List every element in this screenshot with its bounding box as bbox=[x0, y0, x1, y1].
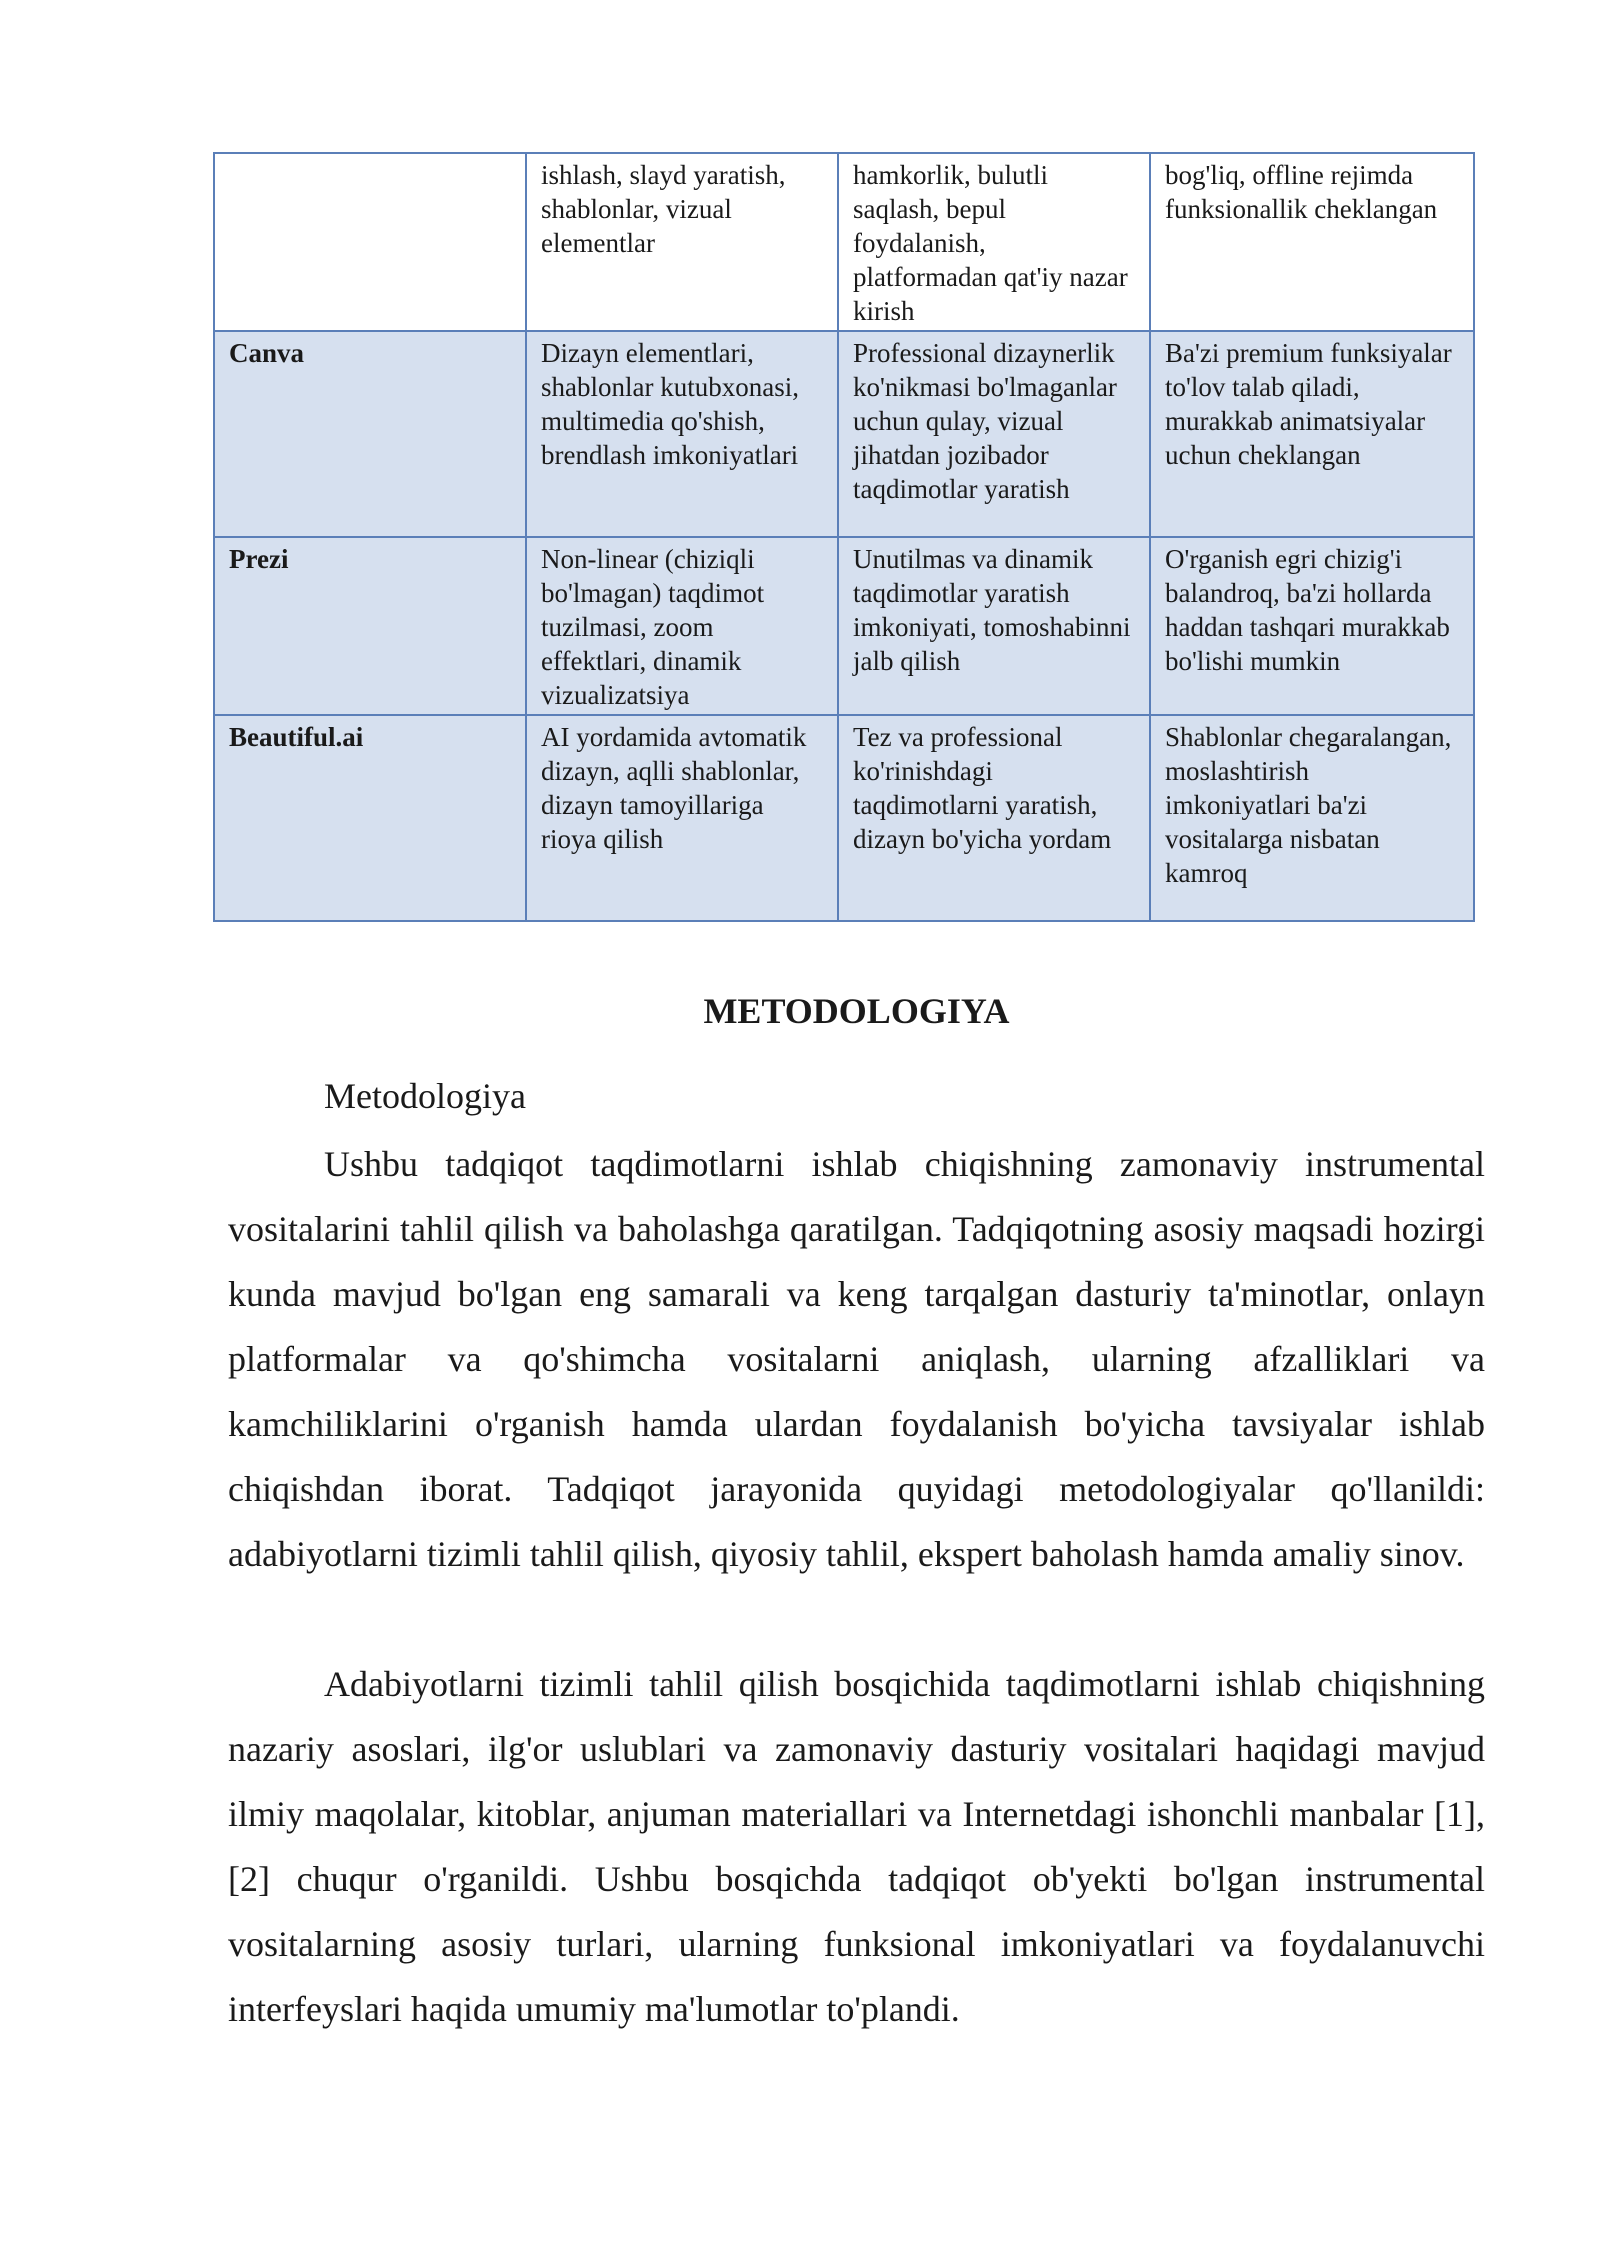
features-cell: Dizayn elementlari, shablonlar kutubxonasi, multimedia qo'shish, brendlash imkoniyatlari bbox=[526, 331, 838, 537]
disadvantages-cell: Shablonlar chegaralangan, moslashtirish imkoniyatlari ba'zi vositalarga nisbatan kamroq bbox=[1150, 715, 1474, 921]
advantages-cell: Tez va professional ko'rinishdagi taqdimotlarni yaratish, dizayn bo'yicha yordam bbox=[838, 715, 1150, 921]
tool-name-cell: Canva bbox=[214, 331, 526, 537]
table-row bbox=[214, 331, 1474, 537]
advantages-cell: Professional dizaynerlik ko'nikmasi bo'lmaganlar uchun qulay, vizual jihatdan jozibador taqdimotlar yaratish bbox=[838, 331, 1150, 537]
table-row bbox=[214, 153, 1474, 331]
comparison-table-container bbox=[213, 152, 1473, 922]
features-cell: AI yordamida avtomatik dizayn, aqlli shablonlar, dizayn tamoyillariga rioya qilish bbox=[526, 715, 838, 921]
body-paragraph: Adabiyotlarni tizimli tahlil qilish bosqichida taqdimotlarni ishlab chiqishning nazariy asoslari, ilg'or uslublari va zamonaviy dasturiy vositalari haqidagi mavjud ilmiy maqolalar, kitoblar, anjuman materiallari va Internetdagi ishonchli manbalar [1], [2] chuqur o'rganildi. Ushbu bosqichda tadqiqot ob'yekti bo'lgan instrumental vositalarning asosiy turlari, ularning funksional imkoniyatlari va foydalanuvchi interfeyslari haqida umumiy ma'lumotlar to'plandi. bbox=[228, 1664, 1485, 2029]
disadvantages-cell: Ba'zi premium funksiyalar to'lov talab qiladi, murakkab animatsiyalar uchun cheklangan bbox=[1150, 331, 1474, 537]
features-cell: ishlash, slayd yaratish, shablonlar, vizual elementlar bbox=[526, 153, 838, 331]
features-cell: Non-linear (chiziqli bo'lmagan) taqdimot tuzilmasi, zoom effektlari, dinamik vizualizatsiya bbox=[526, 537, 838, 715]
tool-name-cell: Beautiful.ai bbox=[214, 715, 526, 921]
disadvantages-cell: bog'liq, offline rejimda funksionallik cheklangan bbox=[1150, 153, 1474, 331]
comparison-table bbox=[213, 152, 1475, 922]
section-heading: METODOLOGIYA bbox=[703, 991, 1010, 1031]
tool-name-cell: Prezi bbox=[214, 537, 526, 715]
disadvantages-cell: O'rganish egri chizig'i balandroq, ba'zi hollarda haddan tashqari murakkab bo'lishi mumkin bbox=[1150, 537, 1474, 715]
table-row bbox=[214, 715, 1474, 921]
table-row bbox=[214, 537, 1474, 715]
section-subheading: Metodologiya bbox=[324, 1076, 526, 1116]
body-paragraph: Ushbu tadqiqot taqdimotlarni ishlab chiqishning zamonaviy instrumental vositalarini tahlil qilish va baholashga qaratilgan. Tadqiqotning asosiy maqsadi hozirgi kunda mavjud bo'lgan eng samarali va keng tarqalgan dasturiy ta'minotlar, onlayn platformalar va qo'shimcha vositalarni aniqlash, ularning afzalliklari va kamchiliklarini o'rganish hamda ulardan foydalanish bo'yicha tavsiyalar ishlab chiqishdan iborat. Tadqiqot jarayonida quyidagi metodologiyalar qo'llanildi: adabiyotlarni tizimli tahlil qilish, qiyosiy tahlil, ekspert baholash hamda amaliy sinov. bbox=[228, 1144, 1485, 1574]
tool-name-cell bbox=[214, 153, 526, 331]
advantages-cell: hamkorlik, bulutli saqlash, bepul foydalanish, platformadan qat'iy nazar kirish bbox=[838, 153, 1150, 331]
advantages-cell: Unutilmas va dinamik taqdimotlar yaratish imkoniyati, tomoshabinni jalb qilish bbox=[838, 537, 1150, 715]
